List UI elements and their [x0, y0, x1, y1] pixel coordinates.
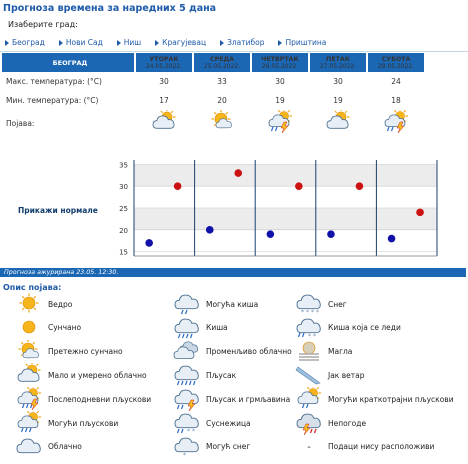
day-header [252, 53, 308, 72]
forecast-updated-bar: Прогноза ажурирана 23.05. 12:30. [0, 268, 466, 277]
possible-snow-icon [172, 436, 202, 458]
svg-text:*: * [306, 309, 309, 316]
show-normals-link[interactable]: Прикажи нормале [18, 206, 98, 215]
max-temp-value: 30 [159, 77, 169, 86]
svg-text:*: * [316, 309, 319, 316]
svg-text:*: * [313, 332, 316, 340]
city-link-label: Крагујевац [162, 38, 207, 47]
day-name: СУБОТА [381, 55, 411, 63]
legend-item [172, 341, 292, 363]
legend-item [172, 412, 251, 434]
day-header [368, 53, 424, 72]
city-link-nis[interactable] [117, 38, 141, 47]
legend-item [172, 364, 236, 386]
min-temp-value: 19 [333, 96, 343, 105]
partly-cloudy-icon [14, 364, 44, 386]
city-link-label: Нови Сад [65, 38, 103, 47]
phenomenon-label: Појава: [6, 118, 35, 128]
day-date: 27.05.2022. [319, 62, 357, 70]
legend-item [14, 293, 72, 315]
min-temp-value: 20 [217, 96, 227, 105]
max-temp-label: Макс. температура: (°C) [6, 77, 102, 86]
day-date: 25.05.2022. [203, 62, 241, 70]
mostly-sunny-icon [194, 110, 250, 136]
legend-item-label: Снег [328, 299, 347, 309]
temperature-chart [0, 152, 468, 262]
max-temp-value: 33 [217, 77, 227, 86]
no-data-icon [294, 436, 324, 458]
max-temp-point [356, 182, 364, 190]
legend-item-label: Киша која се леди [328, 323, 401, 333]
partly-cloudy-icon [136, 110, 192, 136]
legend-item [294, 388, 454, 410]
city-link-beograd[interactable] [5, 38, 45, 47]
afternoon-showers-icon [14, 388, 44, 410]
legend-item [294, 364, 364, 386]
arrow-icon [59, 40, 63, 46]
day-name: ПЕТАК [326, 55, 350, 63]
city-column-header: БЕОГРАД [2, 53, 134, 72]
sunny-icon [14, 317, 44, 339]
legend-item-label: Ведро [48, 299, 73, 309]
legend-item-label: Магла [328, 347, 353, 357]
arrow-icon [278, 40, 282, 46]
max-temp-value: 24 [391, 77, 401, 86]
day-name: СРЕДА [209, 55, 235, 63]
day-name: ЧЕТВРТАК [261, 55, 299, 63]
max-temp-value: 30 [275, 77, 285, 86]
min-temp-point [145, 239, 153, 247]
arrow-icon [5, 40, 9, 46]
y-tick-label: 25 [119, 205, 128, 213]
y-tick-label: 15 [119, 248, 128, 257]
freezing-rain-icon [294, 317, 324, 339]
legend-item-label: Могућ снег [206, 442, 251, 452]
legend-item-label: Мало и умерено облачно [48, 370, 147, 380]
legend-item-label: Претежно сунчано [48, 347, 123, 357]
snow-icon [294, 293, 324, 315]
legend-item [172, 293, 258, 315]
svg-text:*: * [311, 309, 314, 316]
city-link-kragujevac[interactable] [155, 38, 206, 47]
day-name: УТОРАК [149, 55, 179, 63]
min-temp-point [206, 226, 214, 234]
svg-text:*: * [183, 451, 186, 459]
storm-icon [294, 412, 324, 434]
city-link-pristina[interactable] [278, 38, 326, 47]
sleet-icon [172, 412, 202, 434]
legend-item [294, 412, 366, 434]
legend-item-label: Сунчано [48, 323, 82, 333]
min-temp-value: 19 [275, 96, 285, 105]
legend-title: Опис појава: [3, 283, 62, 292]
max-temp-point [234, 169, 242, 177]
legend-item-label: Пљусак и грмљавина [206, 394, 291, 404]
svg-text:*: * [192, 428, 195, 435]
min-temp-point [327, 230, 335, 238]
strong-wind-icon [294, 364, 324, 386]
svg-text:*: * [308, 332, 311, 340]
min-temp-point [388, 235, 396, 243]
city-link-label: Златибор [227, 38, 265, 47]
min-temp-value: 17 [159, 96, 169, 105]
legend-item-label: Суснежица [206, 418, 251, 428]
city-link-novi-sad[interactable] [59, 38, 103, 47]
partly-cloudy-icon [310, 110, 366, 136]
day-date: 24.05.2022. [145, 62, 183, 70]
y-tick-label: 30 [119, 183, 128, 192]
legend-item-label: Могућа киша [206, 299, 259, 309]
max-temp-point [295, 182, 303, 190]
city-link-zlatibor[interactable] [220, 38, 264, 47]
max-temp-value: 30 [333, 77, 343, 86]
legend-item-label: Пљусак [206, 370, 237, 380]
thunderstorm-icon [172, 388, 202, 410]
showers-icon [172, 364, 202, 386]
possible-rain-icon [172, 293, 202, 315]
fog-icon [294, 341, 324, 363]
city-nav [5, 38, 340, 47]
cloudy-icon [14, 436, 44, 458]
arrow-icon [155, 40, 159, 46]
legend-item-label: Могући краткотрајни пљускови [328, 394, 454, 404]
y-tick-label: 20 [119, 226, 128, 235]
city-link-label: Београд [12, 38, 45, 47]
clear-icon [14, 293, 44, 315]
chart-band [134, 208, 437, 230]
page-title: Прогноза времена за наредних 5 дана [3, 3, 217, 14]
day-header [136, 53, 192, 72]
day-header [310, 53, 366, 72]
legend-item-label: Променљиво облачно [206, 347, 292, 357]
arrow-icon [220, 40, 224, 46]
variable-cloudy-icon [172, 341, 202, 363]
legend-item [14, 412, 118, 434]
legend-item-label: Киша [206, 323, 228, 333]
afternoon-thunderstorm-icon [368, 110, 424, 136]
svg-text:-: - [307, 441, 311, 453]
min-temp-label: Мин. температура: (°C) [6, 96, 99, 105]
legend-item-label: Облачно [48, 442, 82, 452]
rain-icon [172, 317, 202, 339]
choose-city-label: Изаберите град: [8, 20, 78, 29]
legend-item-label: Послеподневни пљускови [48, 394, 152, 404]
legend-item-label: Подаци нису расположиви [328, 442, 435, 452]
forecast-table [0, 53, 426, 136]
legend-item-label: Непогоде [328, 418, 367, 428]
possible-showers-icon [14, 412, 44, 434]
legend-item [294, 341, 352, 363]
possible-short-showers-icon [294, 388, 324, 410]
max-temp-point [174, 182, 182, 190]
svg-text:*: * [301, 309, 304, 316]
afternoon-thunderstorm-icon [252, 110, 308, 136]
legend-item-label: Јак ветар [328, 370, 365, 380]
day-header [194, 53, 250, 72]
day-date: 28.05.2022. [377, 62, 415, 70]
legend-item-label: Могући пљускови [48, 418, 119, 428]
mostly-sunny-icon [14, 341, 44, 363]
legend-item [294, 317, 401, 339]
legend-item [172, 317, 228, 339]
max-temp-point [416, 209, 424, 217]
legend-item [14, 317, 81, 339]
legend-item [172, 436, 250, 458]
legend-item [14, 341, 123, 363]
svg-text:*: * [187, 428, 190, 435]
legend-item [172, 388, 290, 410]
arrow-icon [117, 40, 121, 46]
legend-item [294, 436, 434, 458]
min-temp-value: 18 [391, 96, 401, 105]
legend-item [14, 364, 147, 386]
city-link-label: Ниш [123, 38, 142, 47]
legend-item [294, 293, 347, 315]
city-link-label: Приштина [285, 38, 327, 47]
legend-item [14, 388, 151, 410]
y-tick-label: 35 [119, 161, 128, 170]
legend-item [14, 436, 82, 458]
day-date: 26.05.2022. [261, 62, 299, 70]
divider [0, 51, 468, 52]
min-temp-point [267, 230, 275, 238]
